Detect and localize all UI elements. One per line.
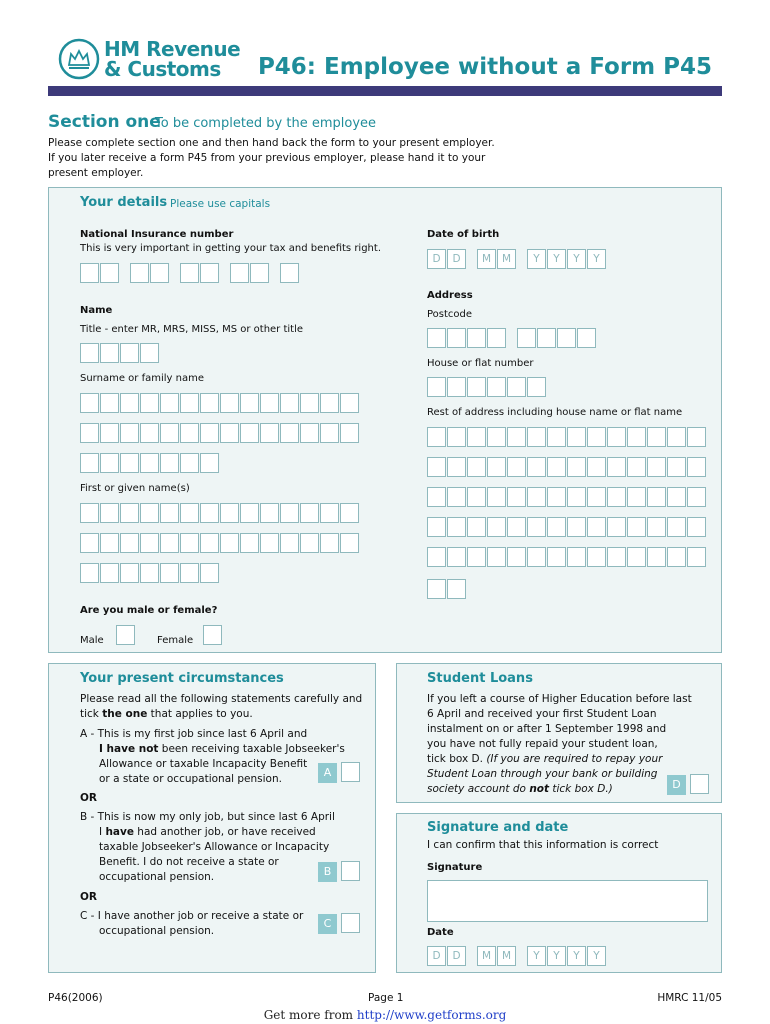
option-b-checkbox[interactable] — [341, 861, 360, 881]
intro-line: Please read all the following statements carefully and — [80, 693, 363, 705]
surname-char-box[interactable] — [200, 423, 219, 443]
surname-char-box[interactable] — [80, 393, 99, 413]
address-char-box[interactable] — [527, 487, 546, 507]
intro-line: present employer. — [48, 167, 144, 179]
address-char-box[interactable] — [587, 427, 606, 447]
address-char-box[interactable] — [587, 457, 606, 477]
surname-char-box[interactable] — [160, 453, 179, 473]
statement-line: I have had another job, or have received — [99, 826, 316, 838]
first-name-char-box[interactable] — [160, 533, 179, 553]
address-char-box[interactable] — [467, 427, 486, 447]
first-name-char-box[interactable] — [200, 533, 219, 553]
address-char-box[interactable] — [627, 547, 646, 567]
first-name-char-box[interactable] — [180, 503, 199, 523]
address-char-box[interactable] — [567, 547, 586, 567]
signature-date-char-box[interactable]: M — [477, 946, 496, 966]
address-char-box[interactable] — [647, 487, 666, 507]
postcode-char-box[interactable] — [427, 328, 446, 348]
signature-confirm: I can confirm that this information is correct — [427, 839, 659, 851]
statement-line: occupational pension. — [99, 925, 215, 937]
surname-char-box[interactable] — [280, 393, 299, 413]
ni-char-box[interactable] — [150, 263, 169, 283]
surname-char-box[interactable] — [160, 393, 179, 413]
address-char-box[interactable] — [647, 547, 666, 567]
text-line: Student Loan through your bank or building — [427, 768, 658, 780]
surname-char-box[interactable] — [220, 393, 239, 413]
surname-char-box[interactable] — [300, 423, 319, 443]
address-char-box[interactable] — [547, 487, 566, 507]
signature-label: Signature — [427, 862, 483, 873]
tag-b: B — [318, 862, 337, 882]
text-line: you have not fully repaid your student loan, — [427, 738, 658, 750]
first-name-char-box[interactable] — [160, 503, 179, 523]
statement-line: A - This is my first job since last 6 April and — [80, 728, 308, 740]
address-char-box[interactable] — [547, 457, 566, 477]
getforms-link[interactable]: http://www.getforms.org — [356, 1008, 507, 1022]
first-name-char-box[interactable] — [80, 563, 99, 583]
address-char-box[interactable] — [607, 547, 626, 567]
option-a-checkbox[interactable] — [341, 762, 360, 782]
first-name-char-box[interactable] — [120, 503, 139, 523]
title-char-box[interactable] — [120, 343, 139, 363]
first-name-char-box[interactable] — [240, 503, 259, 523]
address-char-box[interactable] — [667, 517, 686, 537]
first-name-char-box[interactable] — [320, 533, 339, 553]
address-char-box[interactable] — [487, 517, 506, 537]
first-name-char-box[interactable] — [240, 533, 259, 553]
address-char-box[interactable] — [627, 487, 646, 507]
statement-line: occupational pension. — [99, 871, 215, 883]
first-name-char-box[interactable] — [140, 533, 159, 553]
address-char-box[interactable] — [527, 547, 546, 567]
address-char-box[interactable] — [447, 547, 466, 567]
first-name-char-box[interactable] — [340, 533, 359, 553]
getforms-text: Get more from — [263, 1008, 357, 1022]
address-char-box[interactable] — [627, 427, 646, 447]
ni-note: This is very important in getting your tax and benefits right. — [80, 243, 381, 254]
address-char-box[interactable] — [547, 427, 566, 447]
title-char-box[interactable] — [80, 343, 99, 363]
address-char-box[interactable] — [487, 457, 506, 477]
address-char-box[interactable] — [487, 427, 506, 447]
address-char-box[interactable] — [647, 427, 666, 447]
postcode-char-box[interactable] — [517, 328, 536, 348]
address-char-box[interactable] — [627, 517, 646, 537]
address-char-box[interactable] — [447, 427, 466, 447]
address-char-box[interactable] — [507, 457, 526, 477]
male-checkbox[interactable] — [116, 625, 135, 645]
address-char-box[interactable] — [427, 579, 446, 599]
address-char-box[interactable] — [467, 457, 486, 477]
text-line: tick box D. (If you are required to repay your — [427, 753, 663, 765]
surname-char-box[interactable] — [80, 423, 99, 443]
statement-b — [80, 810, 350, 885]
surname-char-box[interactable] — [100, 393, 119, 413]
first-name-char-box[interactable] — [80, 533, 99, 553]
statement-line: or a state or occupational pension. — [99, 773, 282, 785]
title-char-box[interactable] — [100, 343, 119, 363]
address-char-box[interactable] — [527, 427, 546, 447]
signature-date-char-box[interactable]: Y — [587, 946, 606, 966]
address-char-box[interactable] — [667, 457, 686, 477]
tag-c: C — [318, 914, 337, 934]
ni-char-box[interactable] — [180, 263, 199, 283]
address-char-box[interactable] — [687, 487, 706, 507]
address-char-box[interactable] — [567, 457, 586, 477]
surname-char-box[interactable] — [340, 393, 359, 413]
house-number-label: House or flat number — [427, 358, 534, 369]
postcode-char-box[interactable] — [557, 328, 576, 348]
address-char-box[interactable] — [647, 457, 666, 477]
address-char-box[interactable] — [607, 487, 626, 507]
house-number-char-box[interactable] — [427, 377, 446, 397]
circumstances-intro — [80, 692, 370, 722]
first-name-char-box[interactable] — [80, 503, 99, 523]
first-name-label: First or given name(s) — [80, 483, 190, 494]
surname-char-box[interactable] — [260, 393, 279, 413]
postcode-char-box[interactable] — [577, 328, 596, 348]
address-char-box[interactable] — [527, 517, 546, 537]
address-char-box[interactable] — [447, 579, 466, 599]
address-char-box[interactable] — [467, 487, 486, 507]
surname-char-box[interactable] — [120, 393, 139, 413]
postcode-label: Postcode — [427, 309, 473, 320]
statement-c — [80, 909, 350, 939]
signature-date-char-box[interactable]: M — [497, 946, 516, 966]
date-label: Date — [427, 927, 454, 938]
address-char-box[interactable] — [447, 517, 466, 537]
postcode-char-box[interactable] — [447, 328, 466, 348]
surname-char-box[interactable] — [200, 393, 219, 413]
surname-char-box[interactable] — [340, 423, 359, 443]
section-subtitle: To be completed by the employee — [155, 116, 377, 131]
intro-line: Please complete section one and then hand back the form to your present employer. — [48, 137, 495, 149]
tag-d: D — [667, 775, 686, 795]
first-name-char-box[interactable] — [260, 533, 279, 553]
surname-char-box[interactable] — [280, 423, 299, 443]
footer-form-ref: P46(2006) — [48, 992, 103, 1004]
signature-date-char-box[interactable]: Y — [527, 946, 546, 966]
first-name-char-box[interactable] — [200, 503, 219, 523]
dob-char-box[interactable]: Y — [527, 249, 546, 269]
logo-line-1: HM Revenue — [104, 37, 241, 61]
first-name-char-box[interactable] — [300, 503, 319, 523]
surname-char-box[interactable] — [320, 393, 339, 413]
dob-char-box[interactable]: D — [447, 249, 466, 269]
first-name-char-box[interactable] — [260, 503, 279, 523]
first-name-char-box[interactable] — [180, 533, 199, 553]
section-title: Section one — [48, 112, 161, 132]
first-name-char-box[interactable] — [120, 563, 139, 583]
address-char-box[interactable] — [547, 517, 566, 537]
female-label: Female — [157, 635, 194, 646]
section-intro — [48, 136, 518, 181]
your-details-panel — [48, 187, 722, 653]
footer-page-number: Page 1 — [368, 992, 404, 1004]
logo-line-2: & Customs — [104, 57, 221, 81]
gender-question: Are you male or female? — [80, 605, 218, 616]
text-line: instalment on or after 1 September 1998 and — [427, 723, 667, 735]
student-loan-checkbox[interactable] — [690, 774, 709, 794]
ni-char-box[interactable] — [200, 263, 219, 283]
dob-char-box[interactable]: Y — [547, 249, 566, 269]
address-char-box[interactable] — [547, 547, 566, 567]
surname-char-box[interactable] — [140, 393, 159, 413]
surname-label: Surname or family name — [80, 373, 204, 384]
house-number-char-box[interactable] — [527, 377, 546, 397]
address-char-box[interactable] — [667, 547, 686, 567]
address-char-box[interactable] — [667, 427, 686, 447]
dob-char-box[interactable]: M — [497, 249, 516, 269]
house-number-char-box[interactable] — [447, 377, 466, 397]
hmrc-logo — [58, 38, 248, 84]
first-name-char-box[interactable] — [280, 503, 299, 523]
postcode-char-box[interactable] — [467, 328, 486, 348]
surname-char-box[interactable] — [240, 423, 259, 443]
postcode-char-box[interactable] — [487, 328, 506, 348]
surname-char-box[interactable] — [140, 423, 159, 443]
address-char-box[interactable] — [507, 517, 526, 537]
address-char-box[interactable] — [487, 547, 506, 567]
ni-label: National Insurance number — [80, 229, 234, 240]
header-divider-bar — [48, 86, 722, 96]
address-char-box[interactable] — [427, 457, 446, 477]
surname-char-box[interactable] — [120, 423, 139, 443]
address-char-box[interactable] — [507, 427, 526, 447]
house-number-char-box[interactable] — [507, 377, 526, 397]
first-name-char-box[interactable] — [160, 563, 179, 583]
first-name-char-box[interactable] — [100, 533, 119, 553]
address-char-box[interactable] — [667, 487, 686, 507]
signature-field[interactable] — [427, 880, 708, 922]
surname-char-box[interactable] — [120, 453, 139, 473]
surname-char-box[interactable] — [220, 423, 239, 443]
first-name-char-box[interactable] — [340, 503, 359, 523]
ni-char-box[interactable] — [100, 263, 119, 283]
dob-char-box[interactable]: Y — [587, 249, 606, 269]
signature-date-char-box[interactable]: D — [427, 946, 446, 966]
ni-char-box[interactable] — [250, 263, 269, 283]
address-char-box[interactable] — [567, 487, 586, 507]
student-loans-title: Student Loans — [427, 671, 533, 686]
first-name-char-box[interactable] — [140, 563, 159, 583]
address-char-box[interactable] — [687, 427, 706, 447]
crown-crest-icon — [58, 38, 100, 80]
address-char-box[interactable] — [687, 547, 706, 567]
surname-char-box[interactable] — [260, 423, 279, 443]
intro-line: tick the one that applies to you. — [80, 708, 253, 720]
address-char-box[interactable] — [507, 487, 526, 507]
ni-char-box[interactable] — [280, 263, 299, 283]
statement-line: Benefit. I do not receive a state or — [99, 856, 279, 868]
statement-line: taxable Jobseeker's Allowance or Incapacity — [99, 841, 330, 853]
statement-line: B - This is now my only job, but since last 6 April — [80, 811, 335, 823]
dob-char-box[interactable]: M — [477, 249, 496, 269]
intro-line: If you later receive a form P45 from your previous employer, please hand it to your — [48, 152, 486, 164]
house-number-char-box[interactable] — [487, 377, 506, 397]
first-name-char-box[interactable] — [300, 533, 319, 553]
address-char-box[interactable] — [587, 517, 606, 537]
address-char-box[interactable] — [567, 427, 586, 447]
surname-char-box[interactable] — [240, 393, 259, 413]
your-details-title: Your details — [80, 195, 168, 210]
signature-title: Signature and date — [427, 820, 569, 835]
circumstances-title: Your present circumstances — [80, 671, 284, 686]
address-char-box[interactable] — [687, 517, 706, 537]
footer-version: HMRC 11/05 — [657, 992, 722, 1004]
dob-char-box[interactable]: D — [427, 249, 446, 269]
signature-date-char-box[interactable]: D — [447, 946, 466, 966]
address-char-box[interactable] — [467, 547, 486, 567]
address-char-box[interactable] — [447, 457, 466, 477]
first-name-char-box[interactable] — [140, 503, 159, 523]
first-name-char-box[interactable] — [200, 563, 219, 583]
surname-char-box[interactable] — [160, 423, 179, 443]
address-char-box[interactable] — [507, 547, 526, 567]
dob-label: Date of birth — [427, 229, 500, 240]
signature-date-char-box[interactable]: Y — [547, 946, 566, 966]
address-char-box[interactable] — [647, 517, 666, 537]
tag-a: A — [318, 763, 337, 783]
address-char-box[interactable] — [467, 517, 486, 537]
address-label: Address — [427, 290, 473, 301]
first-name-char-box[interactable] — [220, 533, 239, 553]
surname-char-box[interactable] — [180, 453, 199, 473]
address-char-box[interactable] — [687, 457, 706, 477]
statement-line: I have not been receiving taxable Jobseeker's — [99, 743, 345, 755]
surname-char-box[interactable] — [80, 453, 99, 473]
address-char-box[interactable] — [427, 547, 446, 567]
or-separator: OR — [80, 792, 98, 804]
address-char-box[interactable] — [427, 427, 446, 447]
text-line: If you left a course of Higher Education before last — [427, 693, 692, 705]
address-char-box[interactable] — [587, 547, 606, 567]
address-char-box[interactable] — [527, 457, 546, 477]
or-separator: OR — [80, 891, 98, 903]
surname-char-box[interactable] — [300, 393, 319, 413]
ni-char-box[interactable] — [80, 263, 99, 283]
address-char-box[interactable] — [427, 487, 446, 507]
dob-char-box[interactable]: Y — [567, 249, 586, 269]
address-char-box[interactable] — [427, 517, 446, 537]
title-label: Title - enter MR, MRS, MISS, MS or other title — [80, 324, 304, 335]
first-name-char-box[interactable] — [320, 503, 339, 523]
option-c-checkbox[interactable] — [341, 913, 360, 933]
form-title: P46: Employee without a Form P45 — [257, 54, 712, 80]
first-name-char-box[interactable] — [280, 533, 299, 553]
surname-char-box[interactable] — [320, 423, 339, 443]
surname-char-box[interactable] — [100, 423, 119, 443]
first-name-char-box[interactable] — [100, 503, 119, 523]
first-name-char-box[interactable] — [180, 563, 199, 583]
address-char-box[interactable] — [587, 487, 606, 507]
surname-char-box[interactable] — [100, 453, 119, 473]
address-char-box[interactable] — [607, 517, 626, 537]
text-line: society account do not tick box D.) — [427, 783, 613, 795]
signature-date-char-box[interactable]: Y — [567, 946, 586, 966]
first-name-char-box[interactable] — [120, 533, 139, 553]
surname-char-box[interactable] — [140, 453, 159, 473]
name-label: Name — [80, 305, 113, 316]
statement-line: C - I have another job or receive a state or — [80, 910, 304, 922]
first-name-char-box[interactable] — [220, 503, 239, 523]
surname-char-box[interactable] — [180, 423, 199, 443]
title-char-box[interactable] — [140, 343, 159, 363]
address-char-box[interactable] — [607, 427, 626, 447]
getforms-banner — [0, 1008, 770, 1022]
address-char-box[interactable] — [447, 487, 466, 507]
surname-char-box[interactable] — [200, 453, 219, 473]
male-label: Male — [80, 635, 104, 646]
address-char-box[interactable] — [607, 457, 626, 477]
postcode-char-box[interactable] — [537, 328, 556, 348]
address-char-box[interactable] — [567, 517, 586, 537]
house-number-char-box[interactable] — [467, 377, 486, 397]
surname-char-box[interactable] — [180, 393, 199, 413]
text-line: 6 April and received your first Student Loan — [427, 708, 657, 720]
ni-char-box[interactable] — [130, 263, 149, 283]
female-checkbox[interactable] — [203, 625, 222, 645]
your-details-subtitle: Please use capitals — [170, 198, 271, 210]
address-char-box[interactable] — [627, 457, 646, 477]
address-char-box[interactable] — [487, 487, 506, 507]
statement-line: Allowance or taxable Incapacity Benefit — [99, 758, 308, 770]
rest-address-label: Rest of address including house name or flat name — [427, 407, 683, 418]
first-name-char-box[interactable] — [100, 563, 119, 583]
statement-a — [80, 727, 350, 787]
ni-char-box[interactable] — [230, 263, 249, 283]
